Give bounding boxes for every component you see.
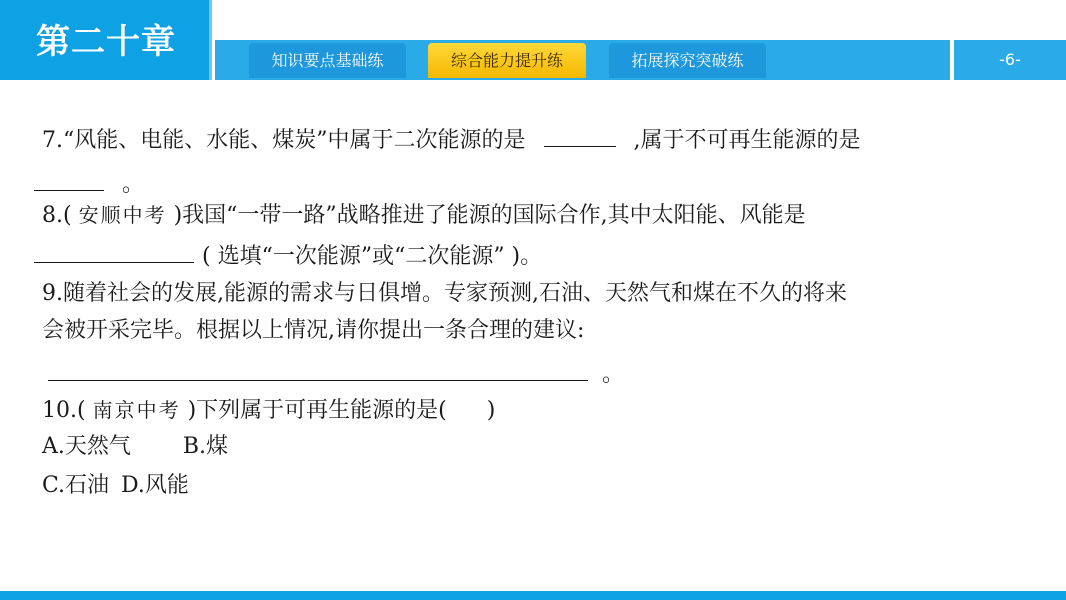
- question-10-prefix: 10.(: [42, 398, 86, 423]
- question-9-end: 。: [602, 362, 625, 387]
- tab-comprehensive-practice[interactable]: 综合能力提升练: [428, 43, 586, 78]
- question-8-text-1: )我国“一带一路”战略推进了能源的国际合作,其中太阳能、风能是: [173, 203, 806, 228]
- question-8-text-2: ( 选填“一次能源”或“二次能源” )。: [202, 244, 543, 269]
- question-10-close: ): [486, 398, 496, 423]
- question-7-line-2: [34, 168, 144, 200]
- option-d: D.风能: [121, 473, 189, 498]
- question-7-text-2: ,属于不可再生能源的是: [633, 128, 861, 153]
- question-7-line-1: [42, 124, 861, 156]
- page-number: -6-: [999, 50, 1021, 69]
- question-10-options-row-1: [42, 432, 228, 462]
- answer-blank-7a: [544, 124, 616, 147]
- option-b: B.煤: [182, 434, 229, 459]
- option-c: C.石油: [42, 473, 110, 498]
- chapter-header: [0, 0, 212, 80]
- footer-bar: [0, 591, 1066, 600]
- question-10-options-row-2: [42, 471, 189, 501]
- question-8-line-1: [42, 200, 806, 231]
- answer-blank-8: [34, 240, 194, 263]
- answer-blank-7b: [34, 168, 104, 191]
- question-10-text: )下列属于可再生能源的是(: [187, 398, 447, 423]
- tab-extended-practice[interactable]: 拓展探究突破练: [609, 43, 766, 78]
- chapter-title: 第二十章: [36, 22, 176, 62]
- question-9-line-1: 9.随着社会的发展,能源的需求与日俱增。专家预测,石油、天然气和煤在不久的将来: [42, 281, 847, 306]
- option-a: A.天然气: [42, 434, 131, 459]
- question-8-prefix: 8.(: [42, 203, 72, 228]
- question-9-line-2: 会被开采完毕。根据以上情况,请你提出一条合理的建议:: [42, 318, 585, 343]
- question-8-source: 安顺中考: [78, 203, 167, 227]
- tab-basic-practice[interactable]: 知识要点基础练: [249, 43, 406, 78]
- question-8-line-2: [34, 240, 542, 272]
- question-7-text-1: 7.“风能、电能、水能、煤炭”中属于二次能源的是: [42, 128, 526, 153]
- question-10-stem: [42, 395, 495, 426]
- answer-blank-9: [48, 358, 588, 381]
- question-7-end: 。: [122, 172, 145, 197]
- question-10-source: 南京中考: [92, 398, 181, 422]
- question-9-line-3: [48, 358, 624, 390]
